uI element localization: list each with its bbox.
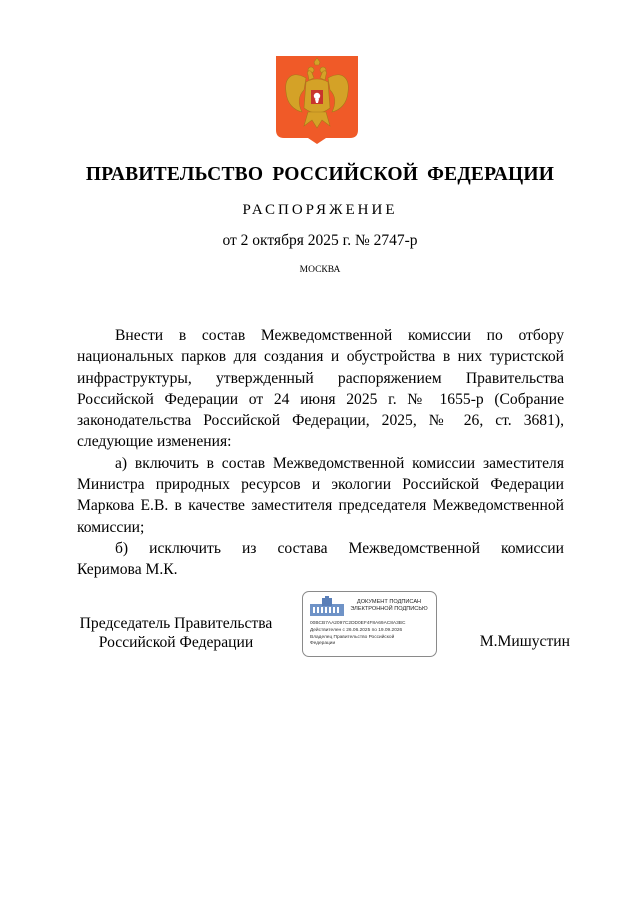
stamp-owner-line2: Федерации [310,641,336,646]
coat-of-arms-icon [276,56,358,144]
document-type: РАСПОРЯЖЕНИЕ [242,202,398,218]
item-b-continuation: Керимова М.К. [77,561,178,579]
item-a-paragraph: а) включить в состав Межведомственной комиссии заместителя Министра природных ресурсов и экологии Российской Федерации Маркова Е.В. в качестве заместителя председателя Межведомственной комиссии; [77,454,564,536]
signatory-name: М.Мишустин [479,633,570,650]
stamp-certificate: 00BCB7AA2097C2DD0EF4F8A69AC8A3BC [310,621,406,626]
document-date-number: от 2 октября 2025 г. № 2747-р [222,232,418,249]
item-b-paragraph [77,538,564,559]
signatory-position-line2: Российской Федерации [98,634,254,651]
signatory-position [76,614,276,652]
item-b-text: б) исключить из состава Межведомственной комиссии [115,539,564,557]
government-title: ПРАВИТЕЛЬСТВО РОССИЙСКОЙ ФЕДЕРАЦИИ [85,164,555,185]
stamp-heading-line1: ДОКУМЕНТ ПОДПИСАН [356,599,422,605]
stamp-validity: Действителен с 26.06.2025 по 19.09.2026 [310,628,403,633]
electronic-signature-stamp [302,591,437,657]
city-name: МОСКВА [299,265,341,275]
signatory-position-line1: Председатель Правительства [79,615,273,632]
document-body [77,325,564,581]
intro-paragraph: Внести в состав Межведомственной комиссии по отбору национальных парков для создания и обустройства в них туристской инфраструктуры, утвержденный распоряжением Правительства Российской Федерации от 24 июня 2025 г. № 1655-р (Собрание законодательства Российской Федерации, 2025, № 26, ст. 3681), следующие изменения: [77,327,564,451]
stamp-heading [343,599,435,613]
government-building-icon [308,596,346,618]
stamp-heading-line2: ЭЛЕКТРОННОЙ ПОДПИСЬЮ [350,606,428,612]
stamp-owner-line1: Владелец Правительство Российской [310,635,395,640]
